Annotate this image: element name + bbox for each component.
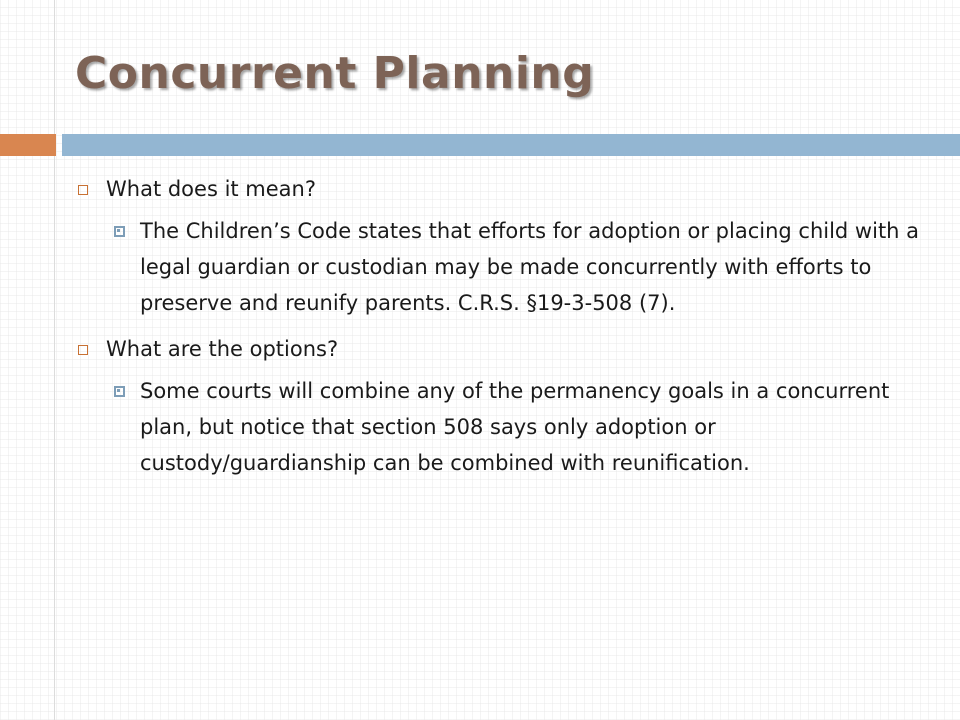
title-accent-band — [0, 134, 56, 156]
sub-bullet-text: Some courts will combine any of the permanency goals in a concurrent plan, but notice that section 508 says only adoption or custody/guardianship can be combined with reunification. — [140, 379, 890, 475]
hollow-square-bullet-icon — [78, 345, 88, 355]
sub-bullet-childrens-code — [114, 213, 926, 321]
filled-square-bullet-icon — [114, 226, 125, 237]
slide-content — [76, 175, 926, 495]
hollow-square-bullet-icon — [78, 185, 88, 195]
bullet-what-are-the-options — [76, 335, 926, 363]
bullet-text: What does it mean? — [106, 177, 317, 201]
slide-title: Concurrent Planning — [75, 48, 595, 99]
bullet-what-does-it-mean — [76, 175, 926, 203]
sub-bullet-text: The Children’s Code states that efforts for adoption or placing child with a legal guardian or custodian may be made concurrently with efforts to preserve and reunify parents. C.R.S. §19-3-508 (7). — [140, 219, 920, 315]
left-vertical-rule — [54, 0, 55, 720]
bullet-text: What are the options? — [106, 337, 339, 361]
sub-bullet-permanency-goals — [114, 373, 926, 481]
filled-square-bullet-icon — [114, 386, 125, 397]
title-underline-band — [62, 134, 960, 156]
